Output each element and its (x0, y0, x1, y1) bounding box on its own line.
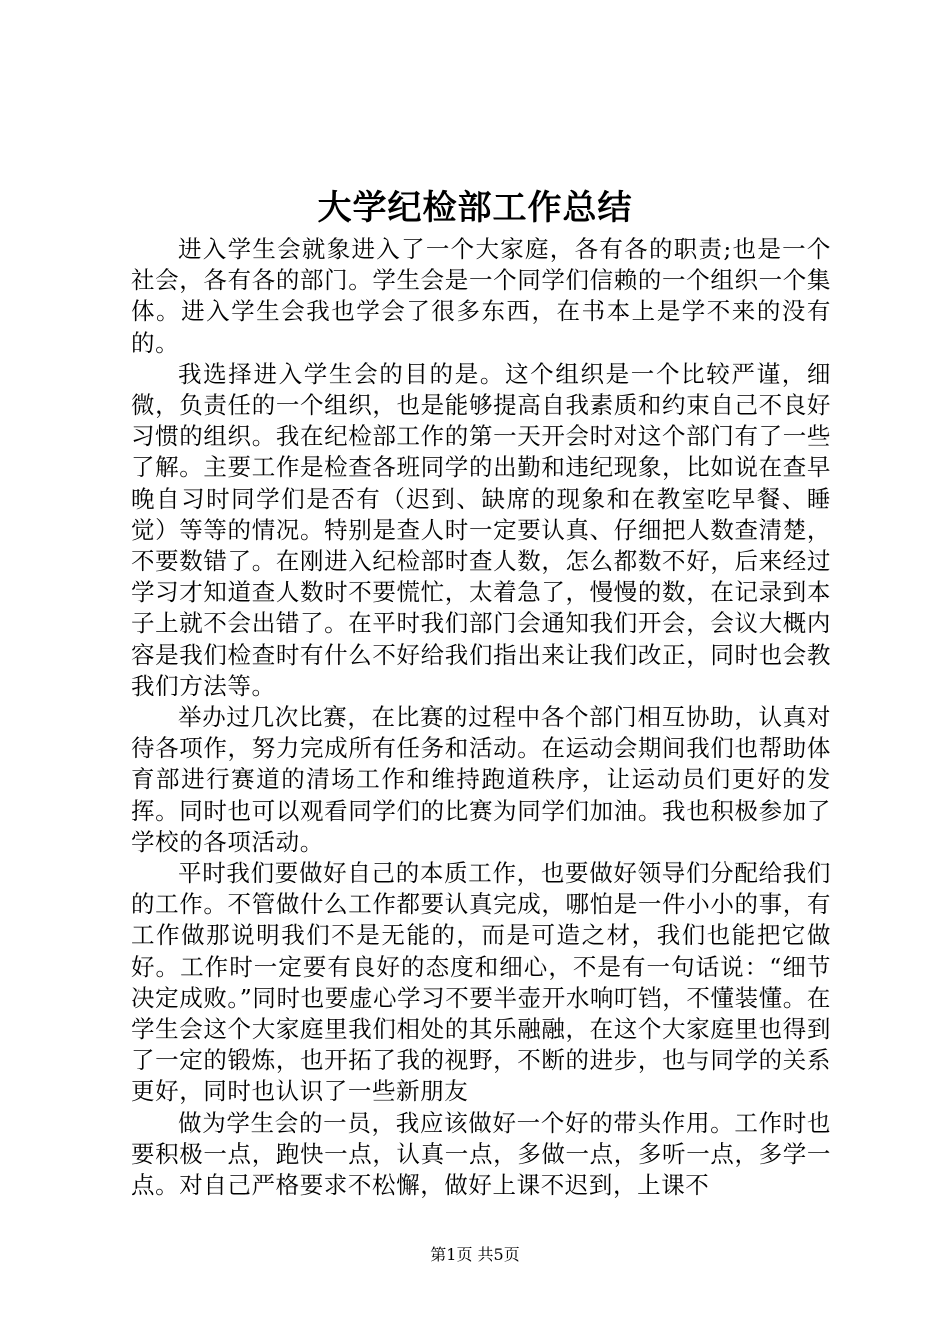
page-number-footer: 第1页 共5页 (430, 1245, 520, 1264)
paragraph: 做为学生会的一员，我应该做好一个好的带头作用。工作时也要积极一点，跑快一点，认真一点，多做一点，多听一点，多学一点。对自己严格要求不松懈，做好上课不迟到，上课不 (131, 1108, 831, 1200)
paragraph: 我选择进入学生会的目的是。这个组织是一个比较严谨，细微，负责任的一个组织，也是能够提高自我素质和约束自己不良好习惯的组织。我在纪检部工作的第一天开会时对这个部门有了一些了解。主要工作是检查各班同学的出勤和违纪现象，比如说在查早晚自习时同学们是否有（迟到、缺席的现象和在教室吃早餐、睡觉）等等的情况。特别是查人时一定要认真、仔细把人数查清楚，不要数错了。在刚进入纪检部时查人数，怎么都数不好，后来经过学习才知道查人数时不要慌忙，太着急了，慢慢的数，在记录到本子上就不会出错了。在平时我们部门会通知我们开会，会议大概内容是我们检查时有什么不好给我们指出来让我们改正，同时也会教我们方法等。 (131, 359, 831, 700)
document-body (131, 234, 831, 1201)
paragraph: 平时我们要做好自己的本质工作，也要做好领导们分配给我们的工作。不管做什么工作都要认真完成，哪怕是一件小小的事，有工作做那说明我们不是无能的，而是可造之材，我们也能把它做好。工作时一定要有良好的态度和细心，不是有一句话说：“细节决定成败。”同时也要虚心学习不要半壶开水响叮铛，不懂装懂。在学生会这个大家庭里我们相处的其乐融融，在这个大家庭里也得到了一定的锻炼，也开拓了我的视野，不断的进步，也与同学的关系更好，同时也认识了一些新朋友 (131, 859, 831, 1106)
document-title: 大学纪检部工作总结 (317, 188, 633, 228)
paragraph: 举办过几次比赛，在比赛的过程中各个部门相互协助，认真对待各项作，努力完成所有任务和活动。在运动会期间我们也帮助体育部进行赛道的清场工作和维持跑道秩序，让运动员们更好的发挥。同时也可以观看同学们的比赛为同学们加油。我也积极参加了学校的各项活动。 (131, 703, 831, 856)
paragraph: 进入学生会就象进入了一个大家庭，各有各的职责;也是一个社会，各有各的部门。学生会是一个同学们信赖的一个组织一个集体。进入学生会我也学会了很多东西，在书本上是学不来的没有的。 (131, 235, 831, 357)
